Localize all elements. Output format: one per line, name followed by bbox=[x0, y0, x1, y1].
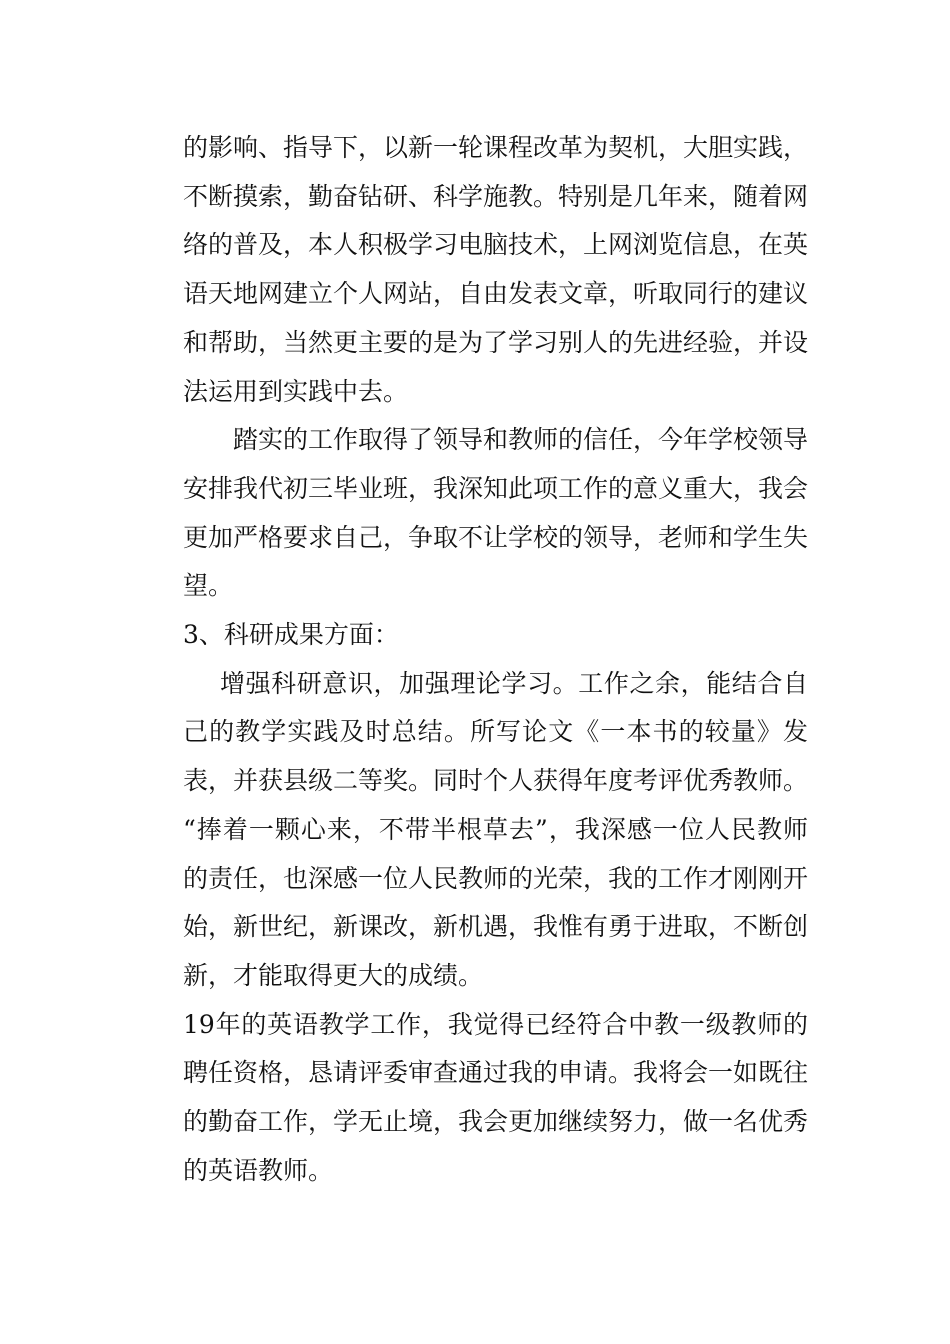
section-heading-research: 3、科研成果方面： bbox=[183, 620, 399, 650]
document-body bbox=[183, 124, 808, 1195]
paragraph-continuation: 的影响、指导下，以新一轮课程改革为契机，大胆实践，不断摸索，勤奋钻研、科学施教。特别是几年来，随着网络的普及，本人积极学习电脑技术，上网浏览信息，在英语天地网建立个人网站，自由发表文章，听取同行的建议和帮助，当然更主要的是为了学习别人的先进经验，并设法运用到实践中去。 bbox=[183, 133, 809, 406]
paragraph-research-results: 增强科研意识，加强理论学习。工作之余，能结合自己的教学实践及时总结。所写论文《一本书的较量》发表，并获县级二等奖。同时个人获得年度考评优秀教师。 “捧着一颗心来，不带半根草去”，我深感一位人民教师的责任，也深感一位人民教师的光荣，我的工作才刚刚开始，新世纪，新课改，新机遇，我惟有勇于进取，不断创新，才能取得更大的成绩。 bbox=[183, 668, 809, 990]
paragraph-work-trust: 踏实的工作取得了领导和教师的信任，今年学校领导安排我代初三毕业班，我深知此项工作的意义重大，我会更加严格要求自己，争取不让学校的领导，老师和学生失望。 bbox=[183, 425, 809, 601]
paragraph-conclusion: 19年的英语教学工作，我觉得已经符合中教一级教师的聘任资格，恳请评委审查通过我的申请。我将会一如既往的勤奋工作，学无止境，我会更加继续努力，做一名优秀的英语教师。 bbox=[183, 1009, 809, 1185]
